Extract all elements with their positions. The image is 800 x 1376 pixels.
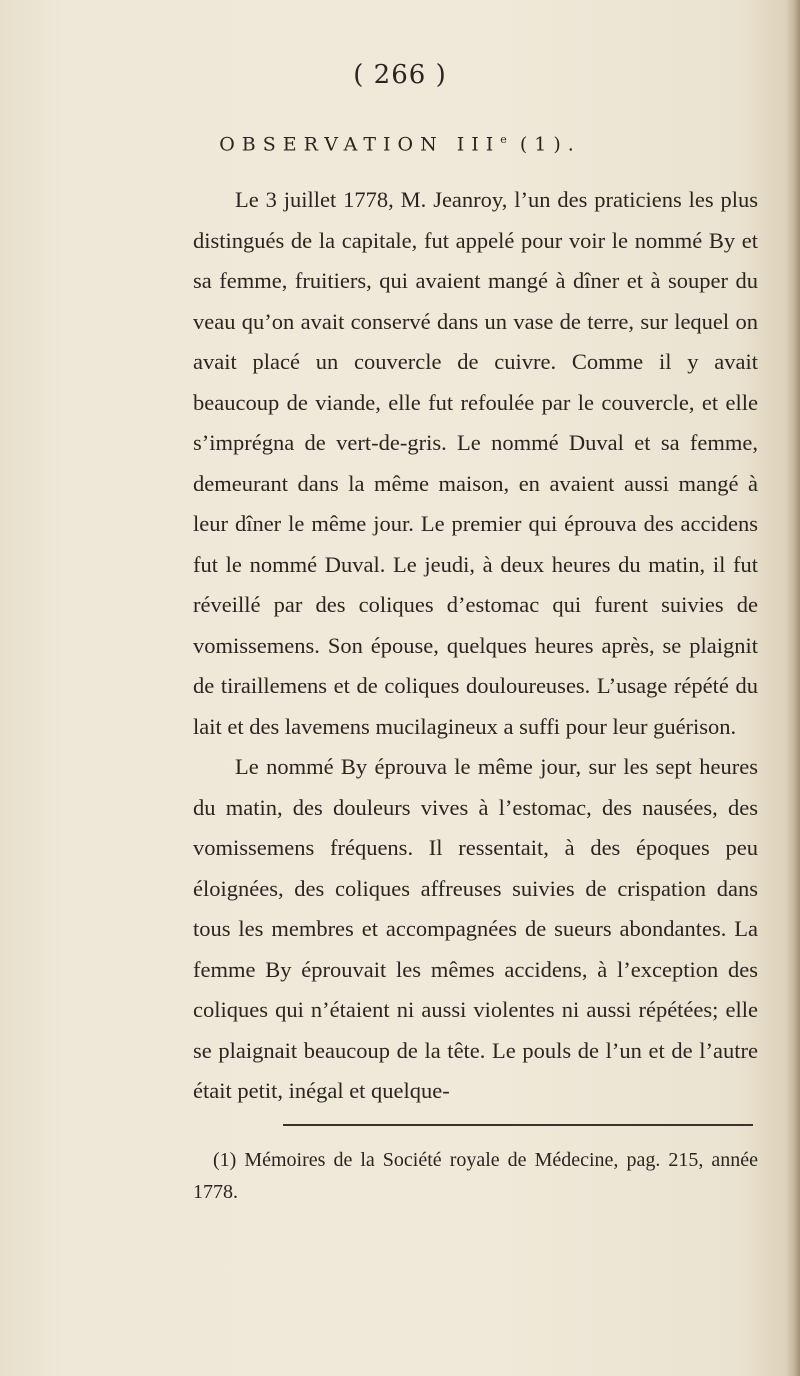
page-number: ( 266 ): [353, 60, 447, 90]
observation-heading: [0, 133, 800, 155]
body-text: [193, 180, 758, 1112]
footnote-text: (1) Mémoires de la Société royale de Médecine, pag. 215, année 1778.: [193, 1149, 758, 1203]
page-edge-shadow: [786, 0, 800, 1376]
paragraph-2: Le nommé By éprouva le même jour, sur les sept heures du matin, des douleurs vives à l’estomac, des nausées, des vomissemens fréquens. Il ressentait, à des époques peu éloignées, des coliques affreuses suivies de crispation dans tous les membres et accompagnées de sueurs abondantes. La femme By éprouvait les mêmes accidens, à l’exception des coliques qui n’étaient ni aussi violentes ni aussi répétées; elle se plaignait beaucoup de la tête. Le pouls de l’un et de l’autre était petit, inégal et quelque-: [193, 754, 758, 1103]
observation-heading-text: OBSERVATION III: [219, 133, 501, 156]
footnote-rule: [283, 1124, 753, 1126]
paragraph-1: Le 3 juillet 1778, M. Jeanroy, l’un des praticiens les plus distingués de la capitale, fut appelé pour voir le nommé By et sa femme, fruitiers, qui avaient mangé à dîner et à souper du veau qu’on avait conservé dans un vase de terre, sur lequel on avait placé un couvercle de cuivre. Comme il y avait beaucoup de viande, elle fut refoulée par le couvercle, et elle s’imprégna de vert-de-gris. Le nommé Duval et sa femme, demeurant dans la même maison, en avaient aussi mangé à leur dîner le même jour. Le premier qui éprouva des accidens fut le nommé Duval. Le jeudi, à deux heures du matin, il fut réveillé par des coliques d’estomac qui furent suivies de vomissemens. Son épouse, quelques heures après, se plaignit de tiraillemens et de coliques douloureuses. L’usage répété du lait et des lavemens mucilagineux a suffi pour leur guérison.: [193, 187, 758, 739]
observation-heading-note: (1).: [506, 133, 581, 156]
observation-heading-suffix: e: [500, 133, 507, 146]
footnote: [193, 1144, 758, 1208]
